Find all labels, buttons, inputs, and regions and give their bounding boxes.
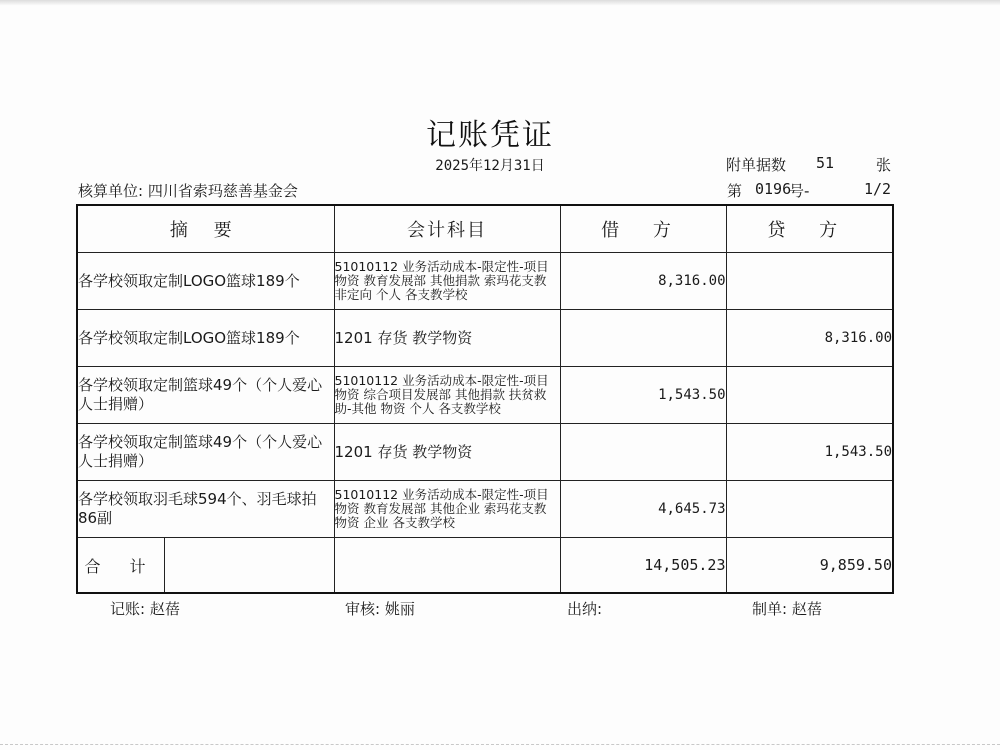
scan-top-edge <box>0 0 1000 6</box>
row-summary: 各学校领取定制篮球49个（个人爱心人士捐赠） <box>77 424 334 481</box>
accounting-unit <box>78 180 298 201</box>
footer-cashier: 出纳: <box>567 600 603 618</box>
row-account: 51010112 业务活动成本-限定性-项目物资 教育发展部 其他捐款 索玛花支教 非定向 个人 各支教学校 <box>334 253 560 310</box>
row-credit <box>726 253 893 310</box>
row-debit: 1,543.50 <box>560 367 726 424</box>
row-debit: 8,316.00 <box>560 253 726 310</box>
row-credit <box>726 481 893 538</box>
accounting-unit-label: 核算单位: <box>78 182 144 200</box>
table-row <box>77 481 893 538</box>
total-row <box>77 538 893 594</box>
header-debit: 借 方 <box>560 205 726 253</box>
voucher-page: 1/2 <box>864 180 892 198</box>
voucher-date: 2025年12月31日 <box>435 158 545 174</box>
attachment-count <box>726 154 892 175</box>
header-summary: 摘 要 <box>77 205 334 253</box>
row-account: 51010112 业务活动成本-限定性-项目物资 教育发展部 其他企业 索玛花支教 物资 企业 各支教学校 <box>334 481 560 538</box>
table-row <box>77 424 893 481</box>
header-account: 会计科目 <box>334 205 560 253</box>
footer-reviewer: 审核: 姚丽 <box>345 600 415 618</box>
table-row <box>77 253 893 310</box>
accounting-unit-name: 四川省索玛慈善基金会 <box>147 182 298 200</box>
voucher-number-mid: 号- <box>789 182 810 200</box>
voucher-number-prefix: 第 <box>727 182 743 200</box>
row-summary: 各学校领取羽毛球594个、羽毛球拍86副 <box>77 481 334 538</box>
voucher-table <box>76 204 894 594</box>
total-label: 合 计 <box>78 538 165 592</box>
row-summary: 各学校领取定制LOGO篮球189个 <box>77 310 334 367</box>
row-summary: 各学校领取定制篮球49个（个人爱心人士捐赠） <box>77 367 334 424</box>
footer-preparer: 制单: 赵蓓 <box>752 600 822 618</box>
row-credit <box>726 367 893 424</box>
table-row <box>77 310 893 367</box>
attachment-unit: 张 <box>876 156 892 174</box>
row-credit: 1,543.50 <box>726 424 893 481</box>
total-credit: 9,859.50 <box>726 538 893 594</box>
table-row <box>77 367 893 424</box>
row-account: 1201 存货 教学物资 <box>334 424 560 481</box>
row-account: 1201 存货 教学物资 <box>334 310 560 367</box>
footer-bookkeeper: 记账: 赵蓓 <box>110 600 180 618</box>
voucher-number-value: 0196 <box>755 180 792 198</box>
voucher-title: 记账凭证 <box>426 118 554 153</box>
attachment-number: 51 <box>816 154 835 172</box>
attachment-label: 附单据数 <box>726 156 787 174</box>
total-cell <box>77 538 334 594</box>
row-summary: 各学校领取定制LOGO篮球189个 <box>77 253 334 310</box>
total-debit: 14,505.23 <box>560 538 726 594</box>
row-credit: 8,316.00 <box>726 310 893 367</box>
row-debit: 4,645.73 <box>560 481 726 538</box>
total-blank <box>334 538 560 594</box>
header-credit: 贷 方 <box>726 205 893 253</box>
row-debit <box>560 424 726 481</box>
row-account: 51010112 业务活动成本-限定性-项目物资 综合项目发展部 其他捐款 扶贫救助-其他 物资 个人 各支教学校 <box>334 367 560 424</box>
scan-bottom-edge <box>0 744 1000 749</box>
row-debit <box>560 310 726 367</box>
table-header-row <box>77 205 893 253</box>
